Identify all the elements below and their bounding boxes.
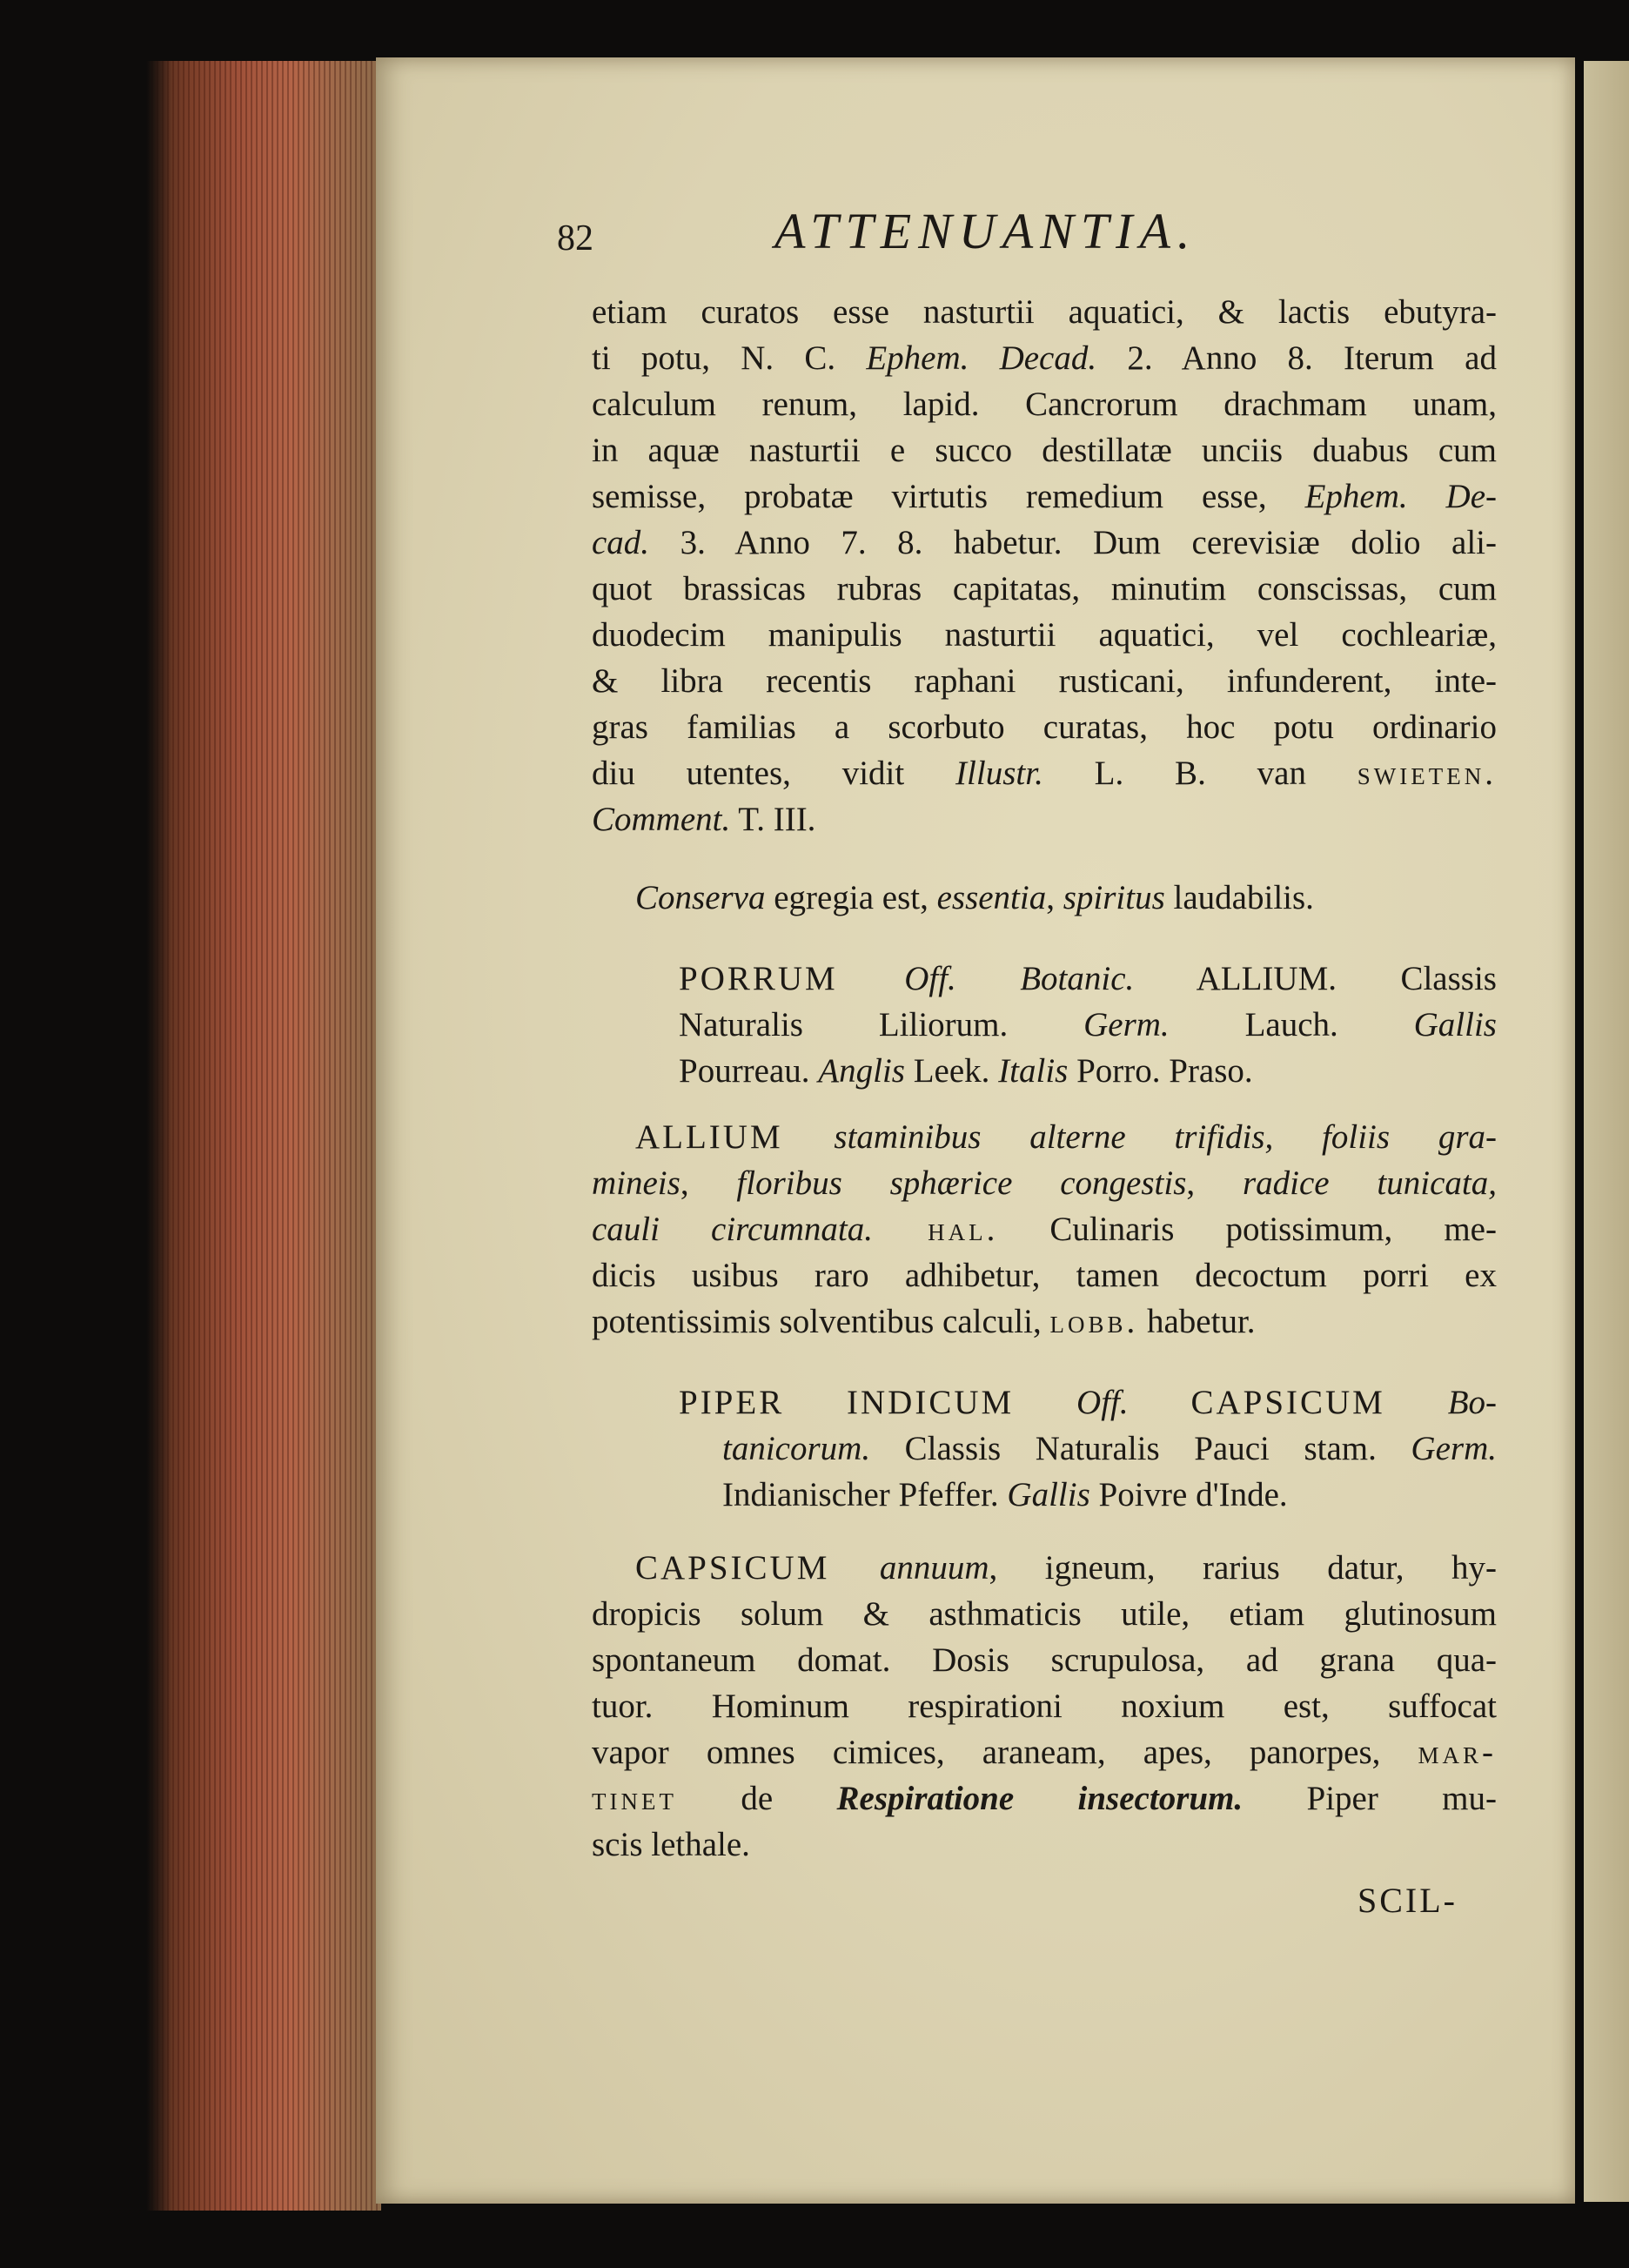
text-line: etiam curatos esse nasturtii aquatici, & lactis ebutyra-: [592, 293, 1497, 331]
text-line: semisse, probatæ virtutis remedium esse, Ephem. De-: [592, 478, 1497, 515]
text-line: tinet de Respiratione insectorum. Piper mu-: [592, 1780, 1498, 1817]
text-line: dropicis solum & asthmaticis utile, etiam glutinosum: [592, 1595, 1497, 1633]
text-line: Indianischer Pfeffer. Gallis Poivre d'Inde.: [722, 1476, 1288, 1513]
entry-porrum: [679, 956, 1497, 1094]
running-head: ATTENUANTIA.: [774, 203, 1197, 259]
book-fore-edge: [146, 61, 381, 2211]
paragraph-nasturtium: [592, 289, 1497, 842]
text-line: cauli circumnata. hal. Culinaris potissimum, me-: [592, 1211, 1497, 1248]
text-line: ti potu, N. C. Ephem. Decad. 2. Anno 8. Iterum ad: [592, 339, 1497, 377]
text-line: diu utentes, vidit Illustr. L. B. van swieten.: [592, 755, 1497, 792]
page-number: 82: [557, 218, 593, 258]
text-line: dicis usibus raro adhibetur, tamen decoctum porri ex: [592, 1257, 1497, 1294]
text-line: scis lethale.: [592, 1826, 750, 1863]
text-line: vapor omnes cimices, araneam, apes, panorpes, mar-: [592, 1734, 1497, 1771]
text-line: mineis, floribus sphærice congestis, radice tunicata,: [592, 1164, 1497, 1202]
text-line: Pourreau. Anglis Leek. Italis Porro. Praso.: [679, 1052, 1253, 1090]
entry-capsicum: [592, 1545, 1497, 1868]
text-line: tanicorum. Classis Naturalis Pauci stam. Germ.: [722, 1430, 1497, 1467]
text-line: duodecim manipulis nasturtii aquatici, vel cochleariæ,: [592, 616, 1497, 654]
text-line: tuor. Hominum respirationi noxium est, suffocat: [592, 1688, 1497, 1725]
text-line: spontaneum domat. Dosis scrupulosa, ad grana qua-: [592, 1641, 1497, 1679]
catchword: SCIL-: [1358, 1881, 1458, 1920]
text-line: PIPER INDICUM Off. CAPSICUM Bo-: [679, 1384, 1497, 1421]
text-line: calculum renum, lapid. Cancrorum drachmam unam,: [592, 386, 1497, 423]
text-line: quot brassicas rubras capitatas, minutim conscissas, cum: [592, 570, 1497, 607]
text-line: potentissimis solventibus calculi, lobb. habetur.: [592, 1303, 1256, 1340]
binding-shadow: [146, 61, 172, 2211]
text-line: & libra recentis raphani rusticani, infunderent, inte-: [592, 662, 1497, 700]
text-line: CAPSICUM annuum, igneum, rarius datur, hy-: [635, 1549, 1497, 1587]
text-line: Naturalis Liliorum. Germ. Lauch. Gallis: [679, 1006, 1497, 1043]
entry-piper-indicum: [679, 1379, 1497, 1518]
text-line: gras familias a scorbuto curatas, hoc potu ordinario: [592, 708, 1497, 746]
text-line: Comment. T. III.: [592, 801, 816, 838]
text-line: ALLIUM staminibus alterne trifidis, foliis gra-: [635, 1118, 1497, 1156]
conserva-line: Conserva egregia est, essentia, spiritus laudabilis.: [635, 879, 1314, 916]
text-line: cad. 3. Anno 7. 8. habetur. Dum cerevisiæ dolio ali-: [592, 524, 1497, 561]
text-line: PORRUM Off. Botanic. ALLIUM. Classis: [679, 960, 1497, 997]
facing-page-edge: [1584, 61, 1629, 2202]
entry-allium: [592, 1114, 1497, 1345]
text-line: in aquæ nasturtii e succo destillatæ unciis duabus cum: [592, 432, 1497, 469]
